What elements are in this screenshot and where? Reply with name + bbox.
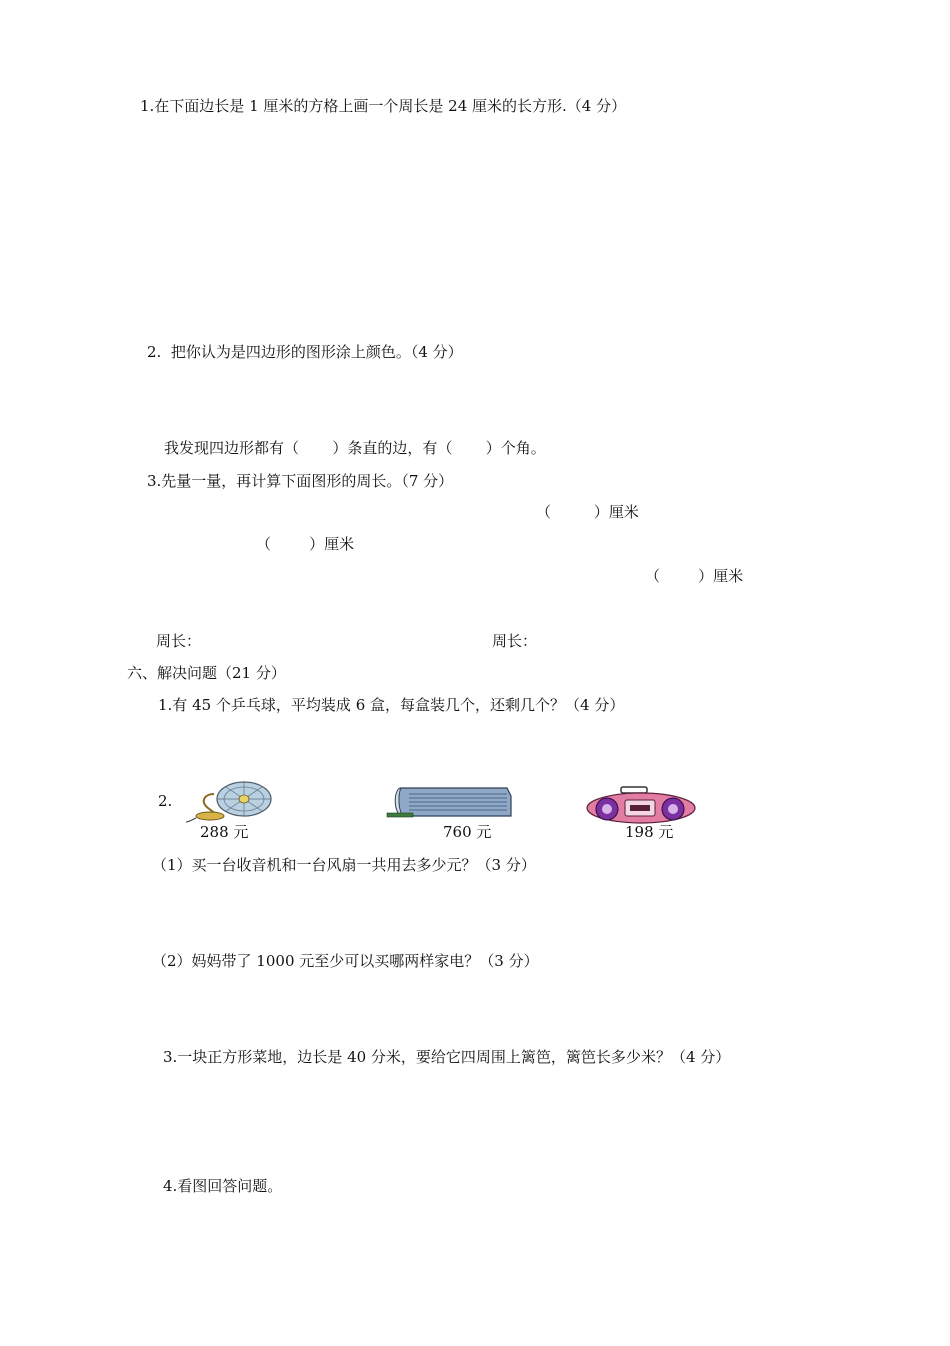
quadrilateral-fill-in-sentence: 我发现四边形都有（ ）条直的边，有（ ）个角。 [164,439,546,457]
question-6-2-1: （1）买一台收音机和一台风扇一共用去多少元？（3 分） [152,856,536,874]
answer-blank-cm-c: （ ）厘米 [645,567,744,585]
question-6-3: 3.一块正方形菜地，边长是 40 分米，要给它四周围上篱笆，篱笆长多少米？（4 分） [163,1048,731,1066]
radio-price: 198 元 [625,823,674,841]
question-6-2-2: （2）妈妈带了 1000 元至少可以买哪两样家电？（3 分） [152,952,539,970]
question-6-1: 1.有 45 个乒乓球，平均装成 6 盒，每盒装几个，还剩几个？（4 分） [158,696,625,714]
question-6-4: 4.看图回答问题。 [163,1177,283,1195]
electric-fan-icon [186,778,276,824]
perimeter-label-left: 周长： [156,632,202,650]
air-conditioner-price: 760 元 [443,823,492,841]
radio-cassette-icon [585,786,697,826]
section-6-heading: 六、解决问题（21 分） [127,664,286,682]
perimeter-label-right: 周长： [492,632,538,650]
fan-price: 288 元 [200,823,249,841]
question-5-3: 3.先量一量，再计算下面图形的周长。（7 分） [147,472,454,490]
air-conditioner-icon [385,786,513,822]
answer-blank-cm-a: （ ）厘米 [536,503,639,521]
answer-blank-cm-b: （ ）厘米 [256,535,355,553]
question-6-2-number: 2. [158,792,173,810]
question-5-1: 1.在下面边长是 1 厘米的方格上画一个周长是 24 厘米的长方形.（4 分） [140,97,627,115]
question-5-2: 2. 把你认为是四边形的图形涂上颜色。（4 分） [147,343,463,361]
